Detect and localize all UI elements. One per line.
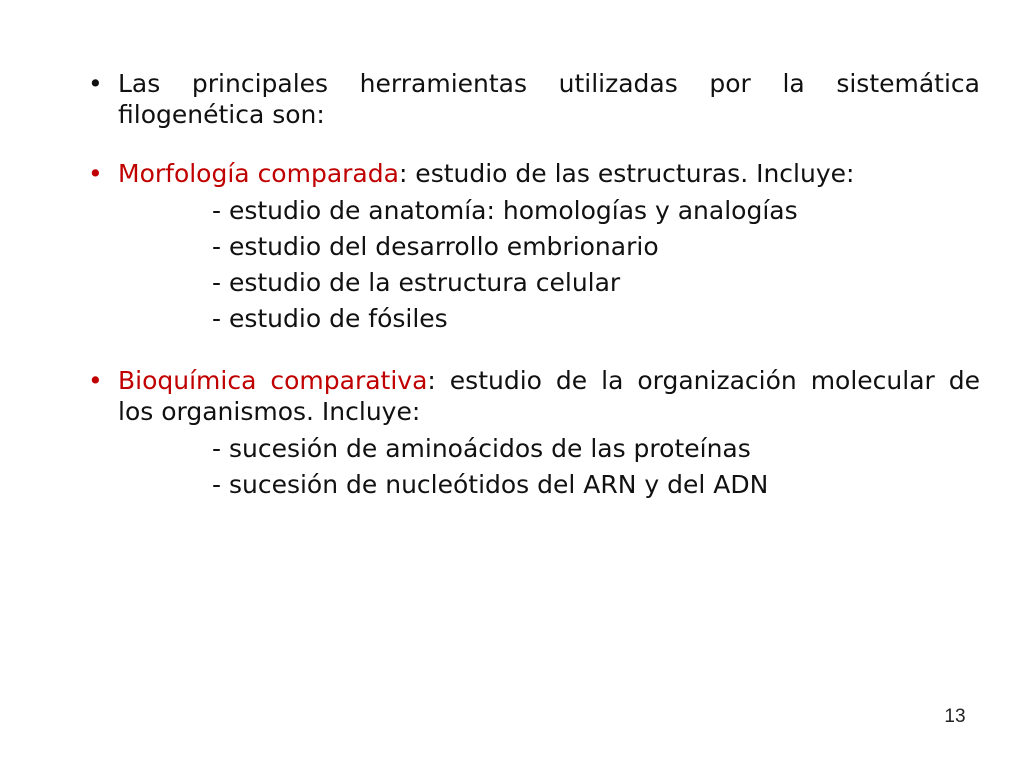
sub-item: - estudio de fósiles bbox=[212, 304, 448, 333]
sub-item: - estudio de la estructura celular bbox=[212, 268, 621, 297]
bullet-text bbox=[118, 68, 980, 130]
bullet-highlight-term: Bioquímica comparativa bbox=[118, 366, 428, 395]
bullet-text-rest: Las principales herramientas utilizadas por la sistemática filogenética son: bbox=[118, 69, 980, 129]
bullet-item-bioquimica bbox=[88, 365, 980, 503]
bullet-dot-icon: • bbox=[88, 366, 103, 395]
bullet-dot-icon: • bbox=[88, 69, 103, 98]
bullet-item-herramientas bbox=[88, 68, 980, 130]
sub-item: - estudio del desarrollo embrionario bbox=[212, 232, 659, 261]
bullet-dot-icon: • bbox=[88, 159, 103, 188]
bullet-highlight-term: Morfología comparada bbox=[118, 159, 399, 188]
bullet-text bbox=[118, 158, 980, 189]
page-number: 13 bbox=[944, 706, 966, 727]
bullet-text-rest: : estudio de la organización molecular de los organismos. Incluye: bbox=[118, 366, 981, 426]
slide-content bbox=[88, 68, 980, 503]
bullet-text bbox=[118, 365, 980, 427]
sub-item: - sucesión de aminoácidos de las proteínas bbox=[212, 434, 751, 463]
bullet-item-morfologia bbox=[88, 158, 980, 337]
sub-item: - estudio de anatomía: homologías y analogías bbox=[212, 196, 798, 225]
bullet-text-rest: : estudio de las estructuras. Incluye: bbox=[398, 159, 855, 188]
sub-item: - sucesión de nucleótidos del ARN y del ADN bbox=[212, 470, 769, 499]
